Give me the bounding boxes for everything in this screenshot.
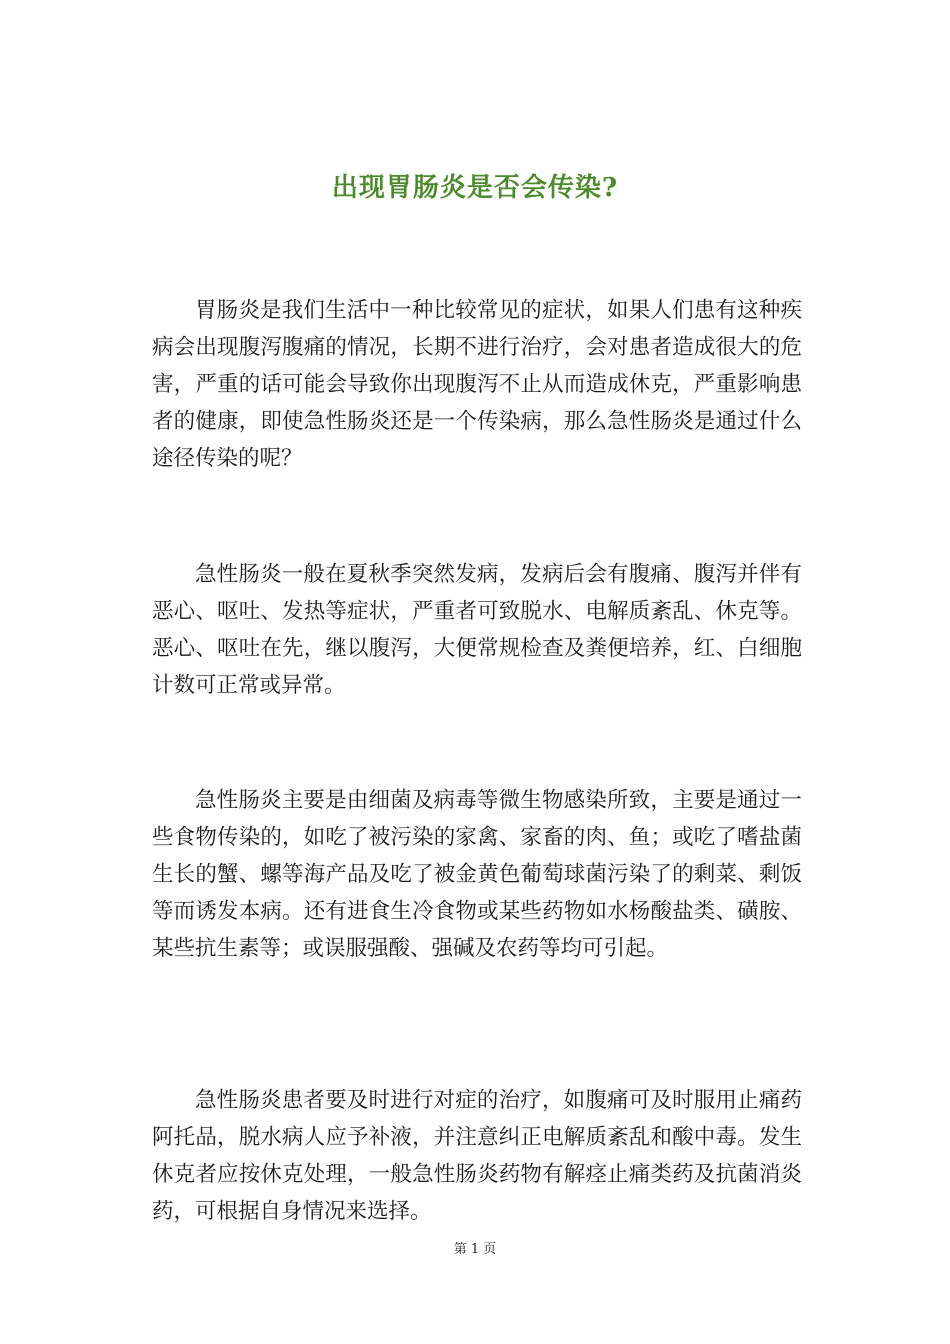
paragraph-intro: 胃肠炎是我们生活中一种比较常见的症状，如果人们患有这种疾病会出现腹泻腹痛的情况，长期不进行治疗，会对患者造成很大的危害，严重的话可能会导致你出现腹泻不止从而造成休克，严重影响患者的健康，即使急性肠炎还是一个传染病，那么急性肠炎是通过什么途径传染的呢？ <box>152 298 802 471</box>
paragraph-causes: 急性肠炎主要是由细菌及病毒等微生物感染所致，主要是通过一些食物传染的，如吃了被污染的家禽、家畜的肉、鱼；或吃了嗜盐菌生长的蟹、螺等海产品及吃了被金黄色葡萄球菌污染了的剩菜、剩饭等而诱发本病。还有进食生冷食物或某些药物如水杨酸盐类、磺胺、某些抗生素等；或误服强酸、强碱及农药等均可引起。 <box>152 788 802 961</box>
page-number: 第 1 页 <box>453 1242 497 1257</box>
paragraph-symptoms: 急性肠炎一般在夏秋季突然发病，发病后会有腹痛、腹泻并伴有恶心、呕吐、发热等症状，严重者可致脱水、电解质紊乱、休克等。恶心、呕吐在先，继以腹泻，大便常规检查及粪便培养，红、白细胞计数可正常或异常。 <box>152 562 802 698</box>
paragraph-treatment: 急性肠炎患者要及时进行对症的治疗，如腹痛可及时服用止痛药阿托品，脱水病人应予补液，并注意纠正电解质紊乱和酸中毒。发生休克者应按休克处理，一般急性肠炎药物有解痉止痛类药及抗菌消炎药，可根据自身情况来选择。 <box>152 1088 802 1224</box>
page-title: 出现胃肠炎是否会传染? <box>331 173 619 204</box>
